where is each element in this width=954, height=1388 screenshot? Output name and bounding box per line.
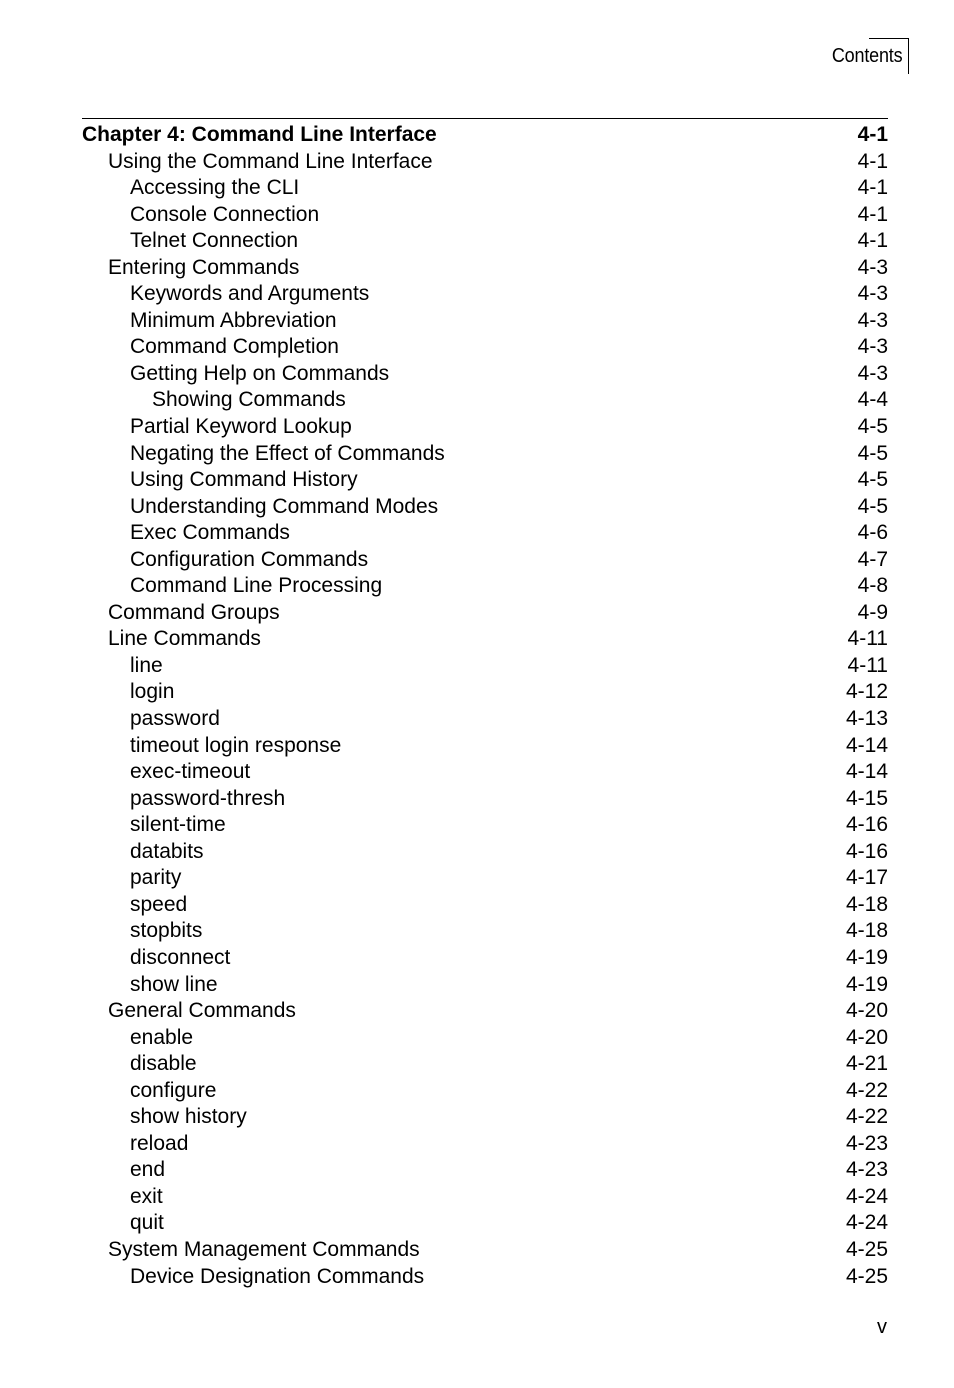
toc-entry[interactable]	[82, 520, 888, 547]
toc-entry[interactable]	[82, 626, 888, 653]
toc-entry-page: 4-13	[845, 707, 888, 731]
toc-entry-page: 4-6	[857, 521, 888, 545]
toc-entry-page: 4-21	[845, 1052, 888, 1076]
toc-entry-title: reload	[130, 1131, 189, 1155]
toc-entry[interactable]	[82, 334, 888, 361]
toc-entry-page: 4-7	[857, 547, 888, 571]
toc-entry-title: stopbits	[130, 919, 203, 943]
toc-entry[interactable]	[82, 839, 888, 866]
toc-entry[interactable]	[82, 414, 888, 441]
toc-entry-title: Partial Keyword Lookup	[130, 415, 352, 439]
toc-entry-title: show line	[130, 972, 218, 996]
toc-entry-title: timeout login response	[130, 733, 342, 757]
toc-top-rule	[82, 118, 888, 119]
toc-entry[interactable]	[82, 972, 888, 999]
toc-entry-page: 4-1	[857, 176, 888, 200]
toc-entry-title: Entering Commands	[108, 255, 300, 279]
toc-entry-title: speed	[130, 892, 188, 916]
toc-entry-title: Device Designation Commands	[130, 1264, 425, 1288]
toc-entry-title: System Management Commands	[108, 1237, 420, 1261]
toc-entry-title: configure	[130, 1078, 217, 1102]
toc-entry[interactable]	[82, 1078, 888, 1105]
toc-entry-page: 4-19	[845, 972, 888, 996]
toc-entry-title: Using the Command Line Interface	[108, 149, 433, 173]
toc-entry[interactable]	[82, 918, 888, 945]
toc-entry[interactable]	[82, 308, 888, 335]
toc-entry[interactable]	[82, 494, 888, 521]
toc-entry[interactable]	[82, 679, 888, 706]
toc-entry-page: 4-4	[857, 388, 888, 412]
toc-entry-page: 4-3	[857, 335, 888, 359]
toc-entry-title: Line Commands	[108, 627, 261, 651]
toc-entry[interactable]	[82, 706, 888, 733]
toc-entry-title: line	[130, 653, 163, 677]
toc-entry-page: 4-5	[857, 494, 888, 518]
toc-entry-page: 4-22	[845, 1078, 888, 1102]
toc-entry-page: 4-17	[845, 866, 888, 890]
toc-entry[interactable]	[82, 1025, 888, 1052]
toc-entry-page: 4-20	[845, 1025, 888, 1049]
toc-entry[interactable]	[82, 1104, 888, 1131]
toc-entry-title: Keywords and Arguments	[130, 282, 370, 306]
toc-entry[interactable]	[82, 228, 888, 255]
running-header	[824, 38, 909, 74]
toc-entry-page: 4-5	[857, 441, 888, 465]
toc-entry[interactable]	[82, 202, 888, 229]
toc-entry-page: 4-3	[857, 308, 888, 332]
toc-entry-title: password	[130, 707, 220, 731]
toc-entry-page: 4-16	[845, 839, 888, 863]
toc-entry-title: Command Groups	[108, 600, 280, 624]
toc-entry-title: General Commands	[108, 999, 296, 1023]
toc-entry-page: 4-1	[857, 202, 888, 226]
toc-entry[interactable]	[82, 441, 888, 468]
toc-entry-title: silent-time	[130, 813, 226, 837]
toc-entry-title: Accessing the CLI	[130, 176, 300, 200]
toc-entry[interactable]	[82, 945, 888, 972]
toc-entry[interactable]	[82, 653, 888, 680]
toc-entry-page: 4-19	[845, 945, 888, 969]
toc-entry-page: 4-1	[857, 123, 888, 146]
toc-entry-title: quit	[130, 1211, 164, 1235]
toc-entry-page: 4-20	[845, 999, 888, 1023]
toc-entry-title: Using Command History	[130, 468, 358, 492]
toc-entry[interactable]	[82, 122, 888, 149]
toc-entry-title: end	[130, 1158, 166, 1182]
toc-entry-page: 4-14	[845, 733, 888, 757]
toc-entry[interactable]	[82, 865, 888, 892]
toc-entry-page: 4-9	[857, 600, 888, 624]
toc-entry-page: 4-25	[845, 1237, 888, 1261]
toc-entry-page: 4-11	[847, 653, 888, 677]
toc-entry[interactable]	[82, 1210, 888, 1237]
toc-entry[interactable]	[82, 786, 888, 813]
toc-entry-title: disable	[130, 1052, 197, 1076]
toc-entry-page: 4-3	[857, 282, 888, 306]
toc-entry-page: 4-12	[845, 680, 888, 704]
toc-entry-page: 4-18	[845, 919, 888, 943]
toc-entry-page: 4-5	[857, 468, 888, 492]
toc-entry-title: databits	[130, 839, 204, 863]
toc-entry[interactable]	[82, 759, 888, 786]
section-label: Contents	[831, 45, 902, 67]
toc-entry-title: login	[130, 680, 175, 704]
toc-entry-title: Chapter 4: Command Line Interface	[82, 123, 437, 146]
toc-entry-page: 4-1	[857, 149, 888, 173]
toc-entry[interactable]	[82, 387, 888, 414]
table-of-contents	[82, 122, 888, 1290]
toc-entry-page: 4-8	[857, 574, 888, 598]
toc-entry[interactable]	[82, 998, 888, 1025]
toc-entry[interactable]	[82, 547, 888, 574]
toc-entry[interactable]	[82, 255, 888, 282]
toc-entry[interactable]	[82, 600, 888, 627]
page-number: v	[877, 1316, 887, 1338]
toc-entry-title: Understanding Command Modes	[130, 494, 439, 518]
toc-entry[interactable]	[82, 467, 888, 494]
toc-entry-page: 4-16	[845, 813, 888, 837]
toc-entry-page: 4-25	[845, 1264, 888, 1288]
toc-entry-page: 4-24	[845, 1184, 888, 1208]
toc-entry-page: 4-14	[845, 760, 888, 784]
toc-entry-page: 4-22	[845, 1105, 888, 1129]
toc-entry-title: Negating the Effect of Commands	[130, 441, 445, 465]
toc-entry-page: 4-3	[857, 361, 888, 385]
toc-entry[interactable]	[82, 1184, 888, 1211]
toc-entry[interactable]	[82, 733, 888, 760]
toc-entry-page: 4-11	[847, 627, 888, 651]
toc-entry-title: disconnect	[130, 945, 231, 969]
toc-entry-title: show history	[130, 1105, 247, 1129]
toc-entry-title: Minimum Abbreviation	[130, 308, 337, 332]
toc-entry-title: password-thresh	[130, 786, 286, 810]
toc-entry[interactable]	[82, 281, 888, 308]
toc-entry[interactable]	[82, 175, 888, 202]
toc-entry[interactable]	[82, 1264, 888, 1291]
toc-entry[interactable]	[82, 573, 888, 600]
toc-entry-page: 4-5	[857, 415, 888, 439]
toc-entry-page: 4-18	[845, 892, 888, 916]
toc-entry-page: 4-3	[857, 255, 888, 279]
toc-entry[interactable]	[82, 1157, 888, 1184]
toc-entry-page: 4-15	[845, 786, 888, 810]
toc-entry-title: exit	[130, 1184, 163, 1208]
toc-entry-title: Command Line Processing	[130, 574, 383, 598]
toc-entry-title: enable	[130, 1025, 194, 1049]
toc-entry-page: 4-23	[845, 1158, 888, 1182]
toc-entry-title: Telnet Connection	[130, 229, 299, 253]
toc-entry[interactable]	[82, 1237, 888, 1264]
toc-entry-title: Showing Commands	[152, 388, 346, 412]
toc-entry-title: Exec Commands	[130, 521, 290, 545]
toc-entry[interactable]	[82, 361, 888, 388]
toc-entry-title: Getting Help on Commands	[130, 361, 390, 385]
toc-entry-page: 4-24	[845, 1211, 888, 1235]
toc-entry[interactable]	[82, 892, 888, 919]
toc-entry[interactable]	[82, 1131, 888, 1158]
toc-entry-page: 4-23	[845, 1131, 888, 1155]
toc-entry[interactable]	[82, 812, 888, 839]
toc-entry-title: Command Completion	[130, 335, 339, 359]
toc-entry-title: exec-timeout	[130, 760, 251, 784]
toc-entry[interactable]	[82, 1051, 888, 1078]
toc-entry-title: Console Connection	[130, 202, 320, 226]
toc-entry-page: 4-1	[857, 229, 888, 253]
toc-entry-title: parity	[130, 866, 182, 890]
toc-entry-title: Configuration Commands	[130, 547, 369, 571]
toc-entry[interactable]	[82, 149, 888, 176]
